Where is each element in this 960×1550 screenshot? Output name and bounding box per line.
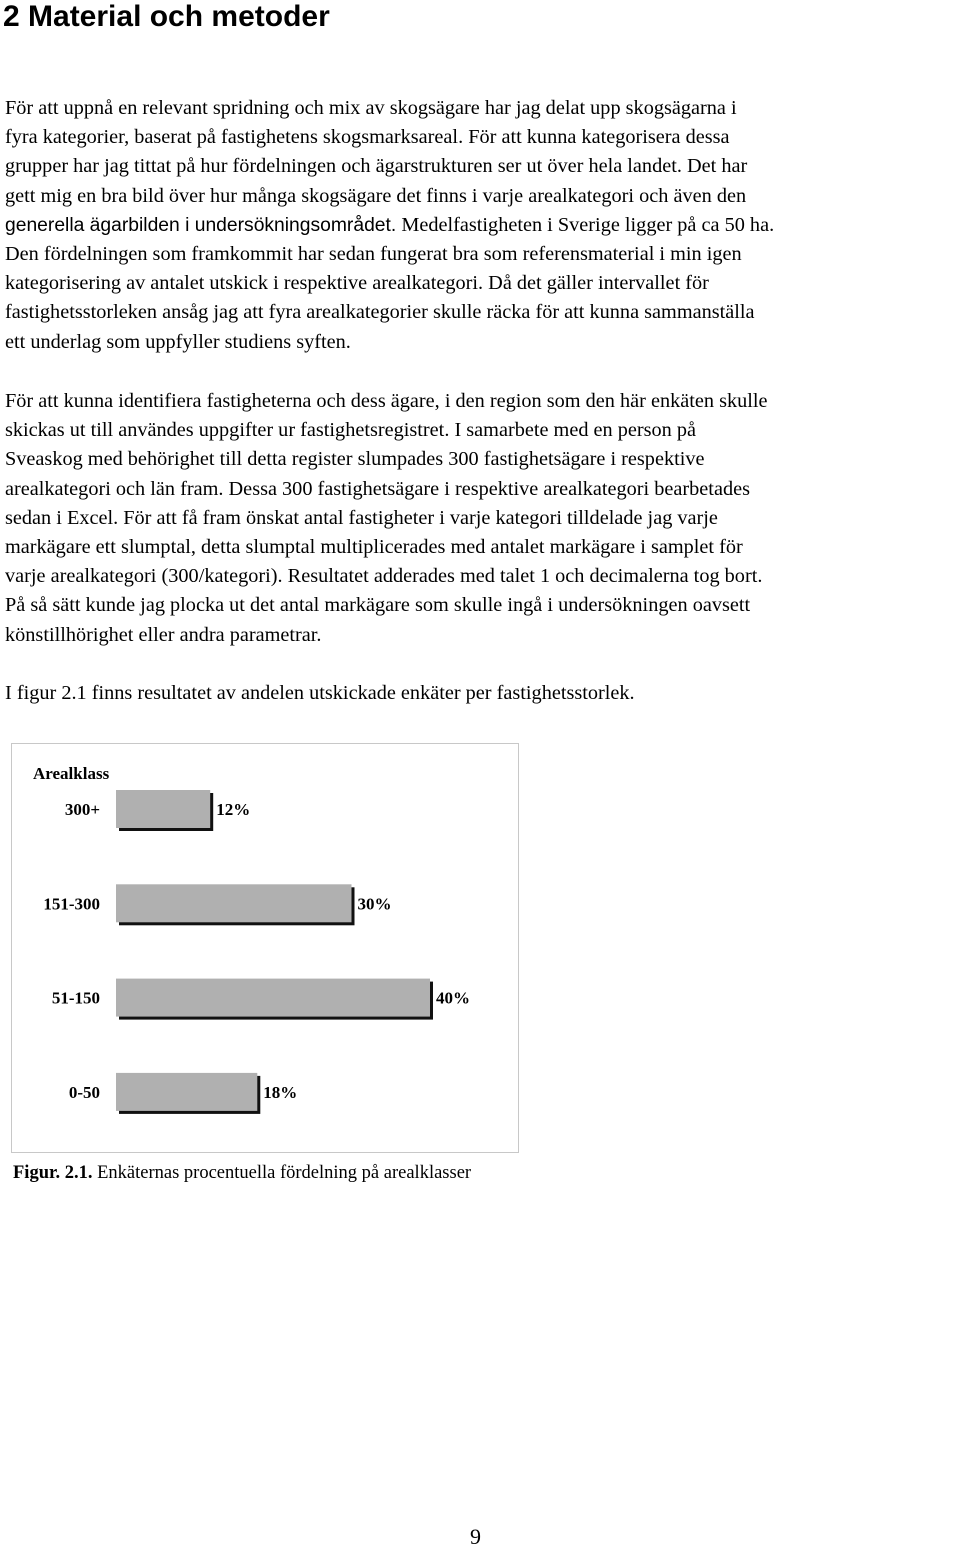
paragraph-line-segment: Då det gäller intervallet för <box>483 272 709 295</box>
bar <box>116 790 210 828</box>
paragraph-line: grupper har jag tittat på hur fördelningen och ägarstrukturen ser ut över hela landet. Det har <box>5 155 748 178</box>
paragraph-line: I figur 2.1 finns resultatet av andelen utskickade enkäter per fastighetsstorlek. <box>5 682 635 704</box>
paragraph-sampling-method <box>5 387 960 650</box>
paragraph-line: fastighetsstorleken ansåg jag att fyra arealkategorier skulle räcka för att kunna sammanställa <box>5 301 755 324</box>
figure-caption <box>13 1163 471 1184</box>
paragraph-figure-intro <box>5 679 960 708</box>
bar <box>116 1073 257 1111</box>
data-label: 12% <box>216 800 251 819</box>
paragraph-line-segment: Medelfastigheten i Sverige ligger på ca 50 ha. <box>396 213 775 236</box>
paragraph-line: skickas ut till användes uppgifter ur fastighetsregistret. I samarbete med en person på <box>5 419 697 442</box>
figure-caption-label: Figur. 2.1. <box>13 1163 93 1183</box>
paragraph-line-segment: generella ägarbilden i undersökningsområdet. <box>5 214 397 236</box>
paragraph-line <box>5 269 960 298</box>
category-label: 151-300 <box>43 894 100 914</box>
category-label: 0-50 <box>68 1082 100 1102</box>
paragraph-line <box>5 211 960 240</box>
paragraph-line: För att uppnå en relevant spridning och mix av skogsägare har jag delat upp skogsägarna i <box>5 97 737 119</box>
category-label: 51-150 <box>51 988 100 1008</box>
paragraph-line-segment: kategorisering av antalet utskick i respektive arealkategori. <box>5 272 484 295</box>
paragraph-line: sedan i Excel. För att få fram önskat antal fastigheter i varje kategori tilldelade jag varje <box>5 506 718 529</box>
data-label: 30% <box>357 894 392 914</box>
paragraph-line: Den fördelningen som framkommit har sedan fungerat bra som referensmaterial i min igen <box>5 243 742 266</box>
bar-chart <box>12 744 518 1152</box>
paragraph-line: markägare ett slumptal, detta slumptal multiplicerades med antalet markägare i samplet för <box>5 536 743 559</box>
paragraph-line: På så sätt kunde jag plocka ut det antal markägare som skulle ingå i undersökningen oavsett <box>5 594 751 617</box>
paragraph-line: fyra kategorier, baserat på fastighetens skogsmarksareal. För att kunna kategorisera dessa <box>5 126 730 149</box>
section-heading: 2 Material och metoder <box>3 0 330 33</box>
figure-caption-text: Enkäternas procentuella fördelning på arealklasser <box>92 1163 472 1183</box>
data-label: 40% <box>436 988 470 1008</box>
paragraph-line: ett underlag som uppfyller studiens syften. <box>5 330 351 353</box>
paragraph-line: gett mig en bra bild över hur många skogsägare det finns i varje arealkategori och även den <box>5 184 747 207</box>
bar <box>116 979 430 1017</box>
category-label: 300+ <box>64 800 100 819</box>
category-axis-title: Arealklass <box>33 764 110 783</box>
paragraph-line: könstillhörighet eller andra parametrar. <box>5 623 322 646</box>
paragraph-line: varje arealkategori (300/kategori). Resultatet adderades med talet 1 och decimalerna tog bort. <box>5 565 763 588</box>
paragraph-line: Sveaskog med behörighet till detta register slumpades 300 fastighetsägare i respektive <box>5 448 705 471</box>
bar <box>116 884 352 922</box>
page-number: 9 <box>470 1524 481 1549</box>
data-label: 18% <box>263 1082 298 1102</box>
paragraph-line: För att kunna identifiera fastigheterna och dess ägare, i den region som den här enkäten skulle <box>5 390 768 412</box>
paragraph-sampling-categories <box>5 94 960 357</box>
figure-2-1 <box>11 743 519 1153</box>
paragraph-line: arealkategori och län fram. Dessa 300 fastighetsägare i respektive arealkategori bearbetades <box>5 477 750 500</box>
